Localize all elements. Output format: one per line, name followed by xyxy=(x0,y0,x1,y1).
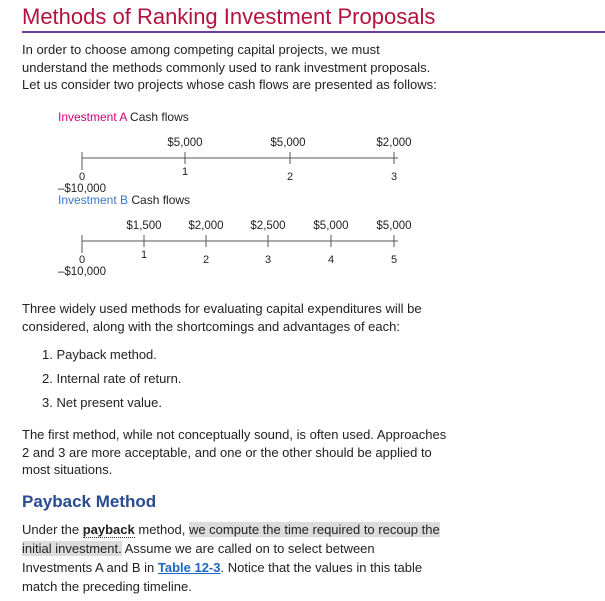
investment-b-period-1: 1 xyxy=(140,249,148,261)
investment-b-caption: Cash flows xyxy=(128,193,191,207)
payback-text-mid: method, xyxy=(134,522,189,537)
payback-glossary-term[interactable]: payback xyxy=(82,522,135,537)
investment-b-period-2: 2 xyxy=(202,254,210,266)
table-12-3-link[interactable]: Table 12-3 xyxy=(157,560,221,575)
highlighted-text: we compute the time required to recoup the initial investment. xyxy=(22,522,440,556)
investment-a-outflow: –$10,000 xyxy=(58,183,106,195)
investment-b-name: Investment B xyxy=(58,193,129,207)
investment-a-period-1: 1 xyxy=(181,166,189,178)
timeline-a xyxy=(82,152,398,170)
investment-b-period-4: 4 xyxy=(327,254,335,266)
investment-b-inflow-4: $5,000 xyxy=(313,220,349,232)
payback-text-end: . Notice that the values in this table match the preceding timeline. xyxy=(22,560,423,594)
methods-list xyxy=(42,346,181,418)
investment-b-period-5: 5 xyxy=(390,254,398,266)
investment-b-label xyxy=(58,193,190,207)
methods-note-paragraph: The first method, while not conceptually sound, is often used. Approaches 2 and 3 are more acceptable, and one or the other should be applied to most situations. xyxy=(22,427,447,477)
payback-text-cont: Assume we are called on to select between Investments A and B in xyxy=(22,541,375,575)
investment-a-period-2: 2 xyxy=(286,171,294,183)
investment-b-inflow-5: $5,000 xyxy=(376,220,412,232)
payback-section-heading: Payback Method xyxy=(22,492,157,511)
methods-intro-paragraph: Three widely used methods for evaluating capital expenditures will be considered, along with the shortcomings and advantages of each: xyxy=(22,301,422,334)
investment-b-period-0: 0 xyxy=(78,254,86,266)
investment-a-period-0: 0 xyxy=(78,171,86,183)
timeline-b xyxy=(82,235,398,253)
investment-b-inflow-1: $1,500 xyxy=(126,220,162,232)
investment-b-inflow-2: $2,000 xyxy=(188,220,224,232)
investment-b-inflow-3: $2,500 xyxy=(250,220,286,232)
investment-b-period-3: 3 xyxy=(264,254,272,266)
investment-a-inflow-1: $5,000 xyxy=(167,137,203,149)
investment-a-name: Investment A xyxy=(58,110,127,124)
investment-a-inflow-3: $2,000 xyxy=(376,137,412,149)
investment-b-outflow: –$10,000 xyxy=(58,266,106,278)
method-item-payback: 1. Payback method. xyxy=(42,347,157,362)
intro-paragraph: In order to choose among competing capital projects, we must understand the methods commonly used to rank investment proposals. Let us consider two projects whose cash flows are presented as follows: xyxy=(22,42,437,92)
investment-a-period-3: 3 xyxy=(390,171,398,183)
payback-paragraph xyxy=(22,520,447,596)
investment-a-inflow-2: $5,000 xyxy=(270,137,306,149)
page-title: Methods of Ranking Investment Proposals xyxy=(22,4,436,29)
method-item-irr: 2. Internal rate of return. xyxy=(42,371,182,386)
investment-a-caption: Cash flows xyxy=(126,110,189,124)
method-item-npv: 3. Net present value. xyxy=(42,395,162,410)
payback-text-start: Under the xyxy=(22,522,83,537)
